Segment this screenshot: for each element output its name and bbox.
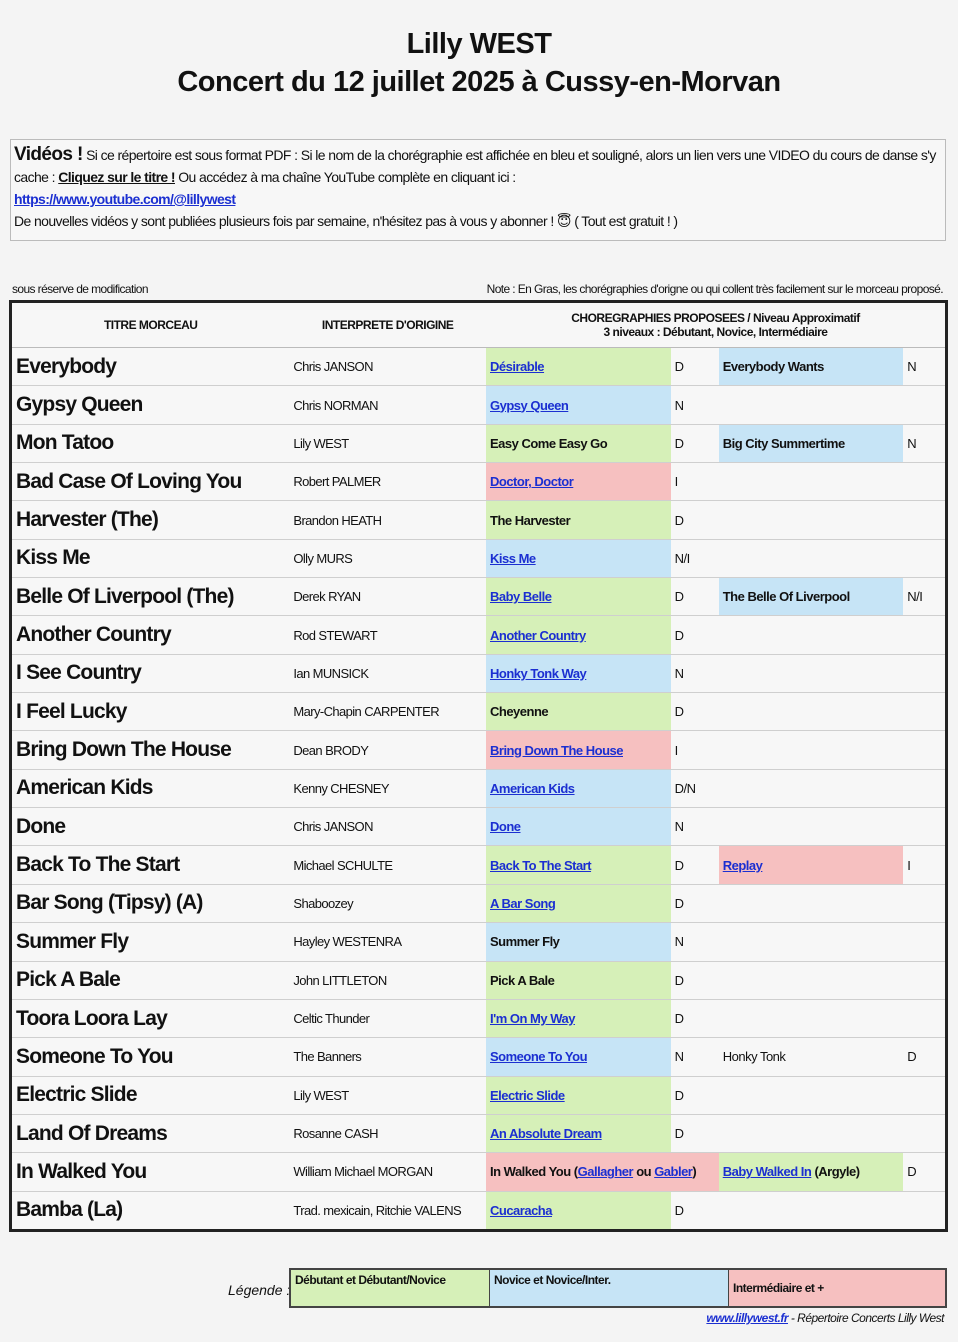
repertoire-table bbox=[9, 300, 948, 1232]
choreo-2 bbox=[719, 769, 904, 807]
table-row bbox=[11, 539, 947, 577]
choreo-1 bbox=[486, 1114, 671, 1152]
original-artist: The Banners bbox=[289, 1038, 486, 1076]
table-row bbox=[11, 731, 947, 769]
level-2 bbox=[903, 501, 946, 539]
table-row bbox=[11, 348, 947, 386]
videos-info-box bbox=[10, 139, 946, 241]
choreo-2 bbox=[719, 424, 904, 462]
choreo-video-link[interactable]: Gypsy Queen bbox=[490, 397, 569, 413]
table-row bbox=[11, 961, 947, 999]
original-artist: Trad. mexicain, Ritchie VALENS bbox=[289, 1191, 486, 1230]
table-row bbox=[11, 999, 947, 1037]
table-row bbox=[11, 1038, 947, 1076]
choreo-video-link[interactable]: Doctor, Doctor bbox=[490, 474, 574, 490]
choreo-1 bbox=[486, 693, 671, 731]
original-artist: Olly MURS bbox=[289, 539, 486, 577]
table-row bbox=[11, 654, 947, 692]
original-artist: Celtic Thunder bbox=[289, 999, 486, 1037]
choreo-video-link[interactable]: Back To The Start bbox=[490, 857, 592, 873]
choreo-2 bbox=[719, 923, 904, 961]
original-artist: Lily WEST bbox=[289, 1076, 486, 1114]
choreo-2 bbox=[719, 808, 904, 846]
choreo-2 bbox=[719, 578, 904, 616]
level-2 bbox=[903, 654, 946, 692]
choreo-2 bbox=[719, 846, 904, 884]
song-title: Summer Fly bbox=[11, 923, 290, 961]
level-2 bbox=[903, 1076, 946, 1114]
choreo-2 bbox=[719, 501, 904, 539]
choreo-1 bbox=[486, 348, 671, 386]
table-row bbox=[11, 386, 947, 424]
choreo-name: Cheyenne bbox=[490, 704, 549, 720]
choreo-1 bbox=[486, 846, 671, 884]
choreo-2 bbox=[719, 539, 904, 577]
level-2 bbox=[903, 386, 946, 424]
choreo-2 bbox=[719, 386, 904, 424]
choreo-2 bbox=[719, 1076, 904, 1114]
footer bbox=[706, 1311, 944, 1325]
table-body bbox=[11, 348, 947, 1231]
footer-text: - Répertoire Concerts Lilly West bbox=[790, 1311, 944, 1325]
level-2 bbox=[903, 961, 946, 999]
choreo-video-link[interactable]: Gabler bbox=[654, 1164, 693, 1180]
choreo-2 bbox=[719, 616, 904, 654]
choreo-2 bbox=[719, 654, 904, 692]
song-title: Kiss Me bbox=[11, 539, 290, 577]
choreo-1 bbox=[486, 923, 671, 961]
original-artist: William Michael MORGAN bbox=[289, 1153, 486, 1191]
level-2 bbox=[903, 539, 946, 577]
choreo-video-link[interactable]: Done bbox=[490, 819, 521, 835]
choreo-1 bbox=[486, 999, 671, 1037]
choreo-video-link[interactable]: Baby Walked In bbox=[722, 1164, 812, 1180]
level-1: D bbox=[671, 1191, 719, 1230]
level-2 bbox=[903, 808, 946, 846]
song-title: Bring Down The House bbox=[11, 731, 290, 769]
table-row bbox=[11, 693, 947, 731]
level-1: D bbox=[671, 616, 719, 654]
original-artist: John LITTLETON bbox=[289, 961, 486, 999]
song-title: In Walked You bbox=[11, 1153, 290, 1191]
choreo-1 bbox=[486, 884, 671, 922]
choreo-text: In Walked You ( bbox=[490, 1164, 578, 1180]
header-choreo-line1: CHOREGRAPHIES PROPOSEES / Niveau Approximatif bbox=[571, 311, 860, 325]
original-artist: Ian MUNSICK bbox=[289, 654, 486, 692]
choreo-1 bbox=[486, 424, 671, 462]
original-artist: Rod STEWART bbox=[289, 616, 486, 654]
table-row bbox=[11, 1191, 947, 1230]
original-artist: Hayley WESTENRA bbox=[289, 923, 486, 961]
header-choreo-line2: 3 niveaux : Débutant, Novice, Intermédiaire bbox=[603, 325, 828, 339]
choreo-video-link[interactable]: Désirable bbox=[490, 359, 545, 375]
original-artist: Chris JANSON bbox=[289, 808, 486, 846]
original-artist: Robert PALMER bbox=[289, 463, 486, 501]
song-title: Gypsy Queen bbox=[11, 386, 290, 424]
choreo-1 bbox=[486, 1038, 671, 1076]
level-2 bbox=[903, 1191, 946, 1230]
level-2: D bbox=[903, 1038, 946, 1076]
choreo-1 bbox=[486, 578, 671, 616]
choreo-video-link[interactable]: Bring Down The House bbox=[490, 742, 623, 758]
table-row bbox=[11, 846, 947, 884]
legend-label: Légende : bbox=[228, 1282, 291, 1298]
song-title: Bad Case Of Loving You bbox=[11, 463, 290, 501]
song-title: Electric Slide bbox=[11, 1076, 290, 1114]
choreo-2 bbox=[719, 1114, 904, 1152]
table-row bbox=[11, 578, 947, 616]
videos-heading: Vidéos ! bbox=[14, 144, 83, 165]
choreo-video-link[interactable]: Cucaracha bbox=[490, 1202, 552, 1218]
original-artist: Chris NORMAN bbox=[289, 386, 486, 424]
song-title: American Kids bbox=[11, 769, 290, 807]
click-title-hint: Cliquez sur le titre ! bbox=[58, 169, 175, 185]
song-title: Another Country bbox=[11, 616, 290, 654]
original-artist: Dean BRODY bbox=[289, 731, 486, 769]
page-title: Lilly WEST bbox=[406, 28, 552, 60]
level-1: I bbox=[671, 463, 719, 501]
choreo-2 bbox=[719, 1153, 904, 1191]
choreo-1 bbox=[486, 1191, 671, 1230]
header-song: TITRE MORCEAU bbox=[11, 302, 290, 348]
legend-beginner: Débutant et Débutant/Novice bbox=[290, 1269, 490, 1307]
choreo-1 bbox=[486, 1153, 719, 1191]
original-artist: Chris JANSON bbox=[289, 348, 486, 386]
legend-novice: Novice et Novice/Inter. bbox=[490, 1269, 729, 1307]
song-title: Belle Of Liverpool (The) bbox=[11, 578, 290, 616]
original-artist: Kenny CHESNEY bbox=[289, 769, 486, 807]
level-2: I bbox=[903, 846, 946, 884]
level-1: N bbox=[671, 923, 719, 961]
videos-text-3: De nouvelles vidéos y sont publiées plusieurs fois par semaine, n'hésitez pas à vous y abonner ! 😇 ( Tout est gratuit ! ) bbox=[14, 213, 678, 229]
choreo-name: The Belle Of Liverpool bbox=[722, 589, 850, 605]
choreo-name: Easy Come Easy Go bbox=[490, 435, 608, 451]
legend-intermediate: Intermédiaire et + bbox=[729, 1269, 947, 1307]
level-1: D bbox=[671, 1114, 719, 1152]
level-1: N bbox=[671, 808, 719, 846]
choreo-video-link[interactable]: Baby Belle bbox=[490, 589, 552, 605]
table-row bbox=[11, 501, 947, 539]
song-title: Harvester (The) bbox=[11, 501, 290, 539]
choreo-name: Honky Tonk bbox=[722, 1049, 786, 1065]
table-row bbox=[11, 1153, 947, 1191]
choreo-text: (Argyle) bbox=[811, 1164, 860, 1180]
choreo-video-link[interactable]: An Absolute Dream bbox=[490, 1126, 602, 1142]
level-2: N/I bbox=[903, 578, 946, 616]
choreo-2 bbox=[719, 348, 904, 386]
original-artist: Michael SCHULTE bbox=[289, 846, 486, 884]
choreo-2 bbox=[719, 999, 904, 1037]
song-title: Everybody bbox=[11, 348, 290, 386]
table-row bbox=[11, 463, 947, 501]
choreo-video-link[interactable]: Kiss Me bbox=[490, 550, 536, 566]
original-artist: Brandon HEATH bbox=[289, 501, 486, 539]
choreo-video-link[interactable]: Another Country bbox=[490, 627, 586, 643]
original-artist: Lily WEST bbox=[289, 424, 486, 462]
choreo-1 bbox=[486, 616, 671, 654]
choreo-1 bbox=[486, 808, 671, 846]
choreo-video-link[interactable]: I'm On My Way bbox=[490, 1011, 575, 1027]
reserve-note: sous réserve de modification bbox=[12, 282, 148, 296]
choreo-2 bbox=[719, 884, 904, 922]
choreo-1 bbox=[486, 769, 671, 807]
level-2: N bbox=[903, 424, 946, 462]
youtube-link[interactable]: https://www.youtube.com/@lillywest bbox=[14, 191, 236, 207]
level-1: D bbox=[671, 999, 719, 1037]
choreo-video-link[interactable]: Gallagher bbox=[577, 1164, 634, 1180]
level-1: D bbox=[671, 424, 719, 462]
choreo-video-link[interactable]: Honky Tonk Way bbox=[490, 665, 587, 681]
header-artist: INTERPRETE D'ORIGINE bbox=[289, 302, 486, 348]
song-title: I Feel Lucky bbox=[11, 693, 290, 731]
choreo-video-link[interactable]: Someone To You bbox=[490, 1049, 588, 1065]
choreo-video-link[interactable]: Electric Slide bbox=[490, 1087, 565, 1103]
choreo-2 bbox=[719, 961, 904, 999]
page-subtitle: Concert du 12 juillet 2025 à Cussy-en-Morvan bbox=[177, 66, 781, 98]
videos-text-1: Si ce répertoire est sous format PDF : Si le nom de la chorégraphie est affichée en bleu et souligné, alors un lien vers une VIDEO du cours de danse s'y cache : bbox=[14, 147, 936, 185]
bold-note: Note : En Gras, les chorégraphies d'origne ou qui collent très facilement sur le morceau proposé. bbox=[486, 282, 943, 296]
choreo-2 bbox=[719, 463, 904, 501]
original-artist: Rosanne CASH bbox=[289, 1114, 486, 1152]
song-title: Toora Loora Lay bbox=[11, 999, 290, 1037]
choreo-name: Pick A Bale bbox=[490, 972, 555, 988]
choreo-2 bbox=[719, 1191, 904, 1230]
song-title: Back To The Start bbox=[11, 846, 290, 884]
level-1: N bbox=[671, 386, 719, 424]
table-row bbox=[11, 923, 947, 961]
level-2 bbox=[903, 463, 946, 501]
level-1: N bbox=[671, 1038, 719, 1076]
choreo-text: ) bbox=[692, 1164, 697, 1180]
level-2 bbox=[903, 693, 946, 731]
level-2 bbox=[903, 731, 946, 769]
level-2: D bbox=[903, 1153, 946, 1191]
choreo-video-link[interactable]: A Bar Song bbox=[490, 895, 556, 911]
header-choreo bbox=[486, 302, 947, 348]
song-title: I See Country bbox=[11, 654, 290, 692]
table-row bbox=[11, 424, 947, 462]
choreo-name: Summer Fly bbox=[490, 934, 560, 950]
level-1: D bbox=[671, 501, 719, 539]
original-artist: Shaboozey bbox=[289, 884, 486, 922]
videos-text-2: Ou accédez à ma chaîne YouTube complète en cliquant ici : bbox=[178, 169, 516, 185]
level-1: D bbox=[671, 884, 719, 922]
choreo-name: The Harvester bbox=[490, 512, 571, 528]
choreo-1 bbox=[486, 463, 671, 501]
level-2 bbox=[903, 923, 946, 961]
choreo-1 bbox=[486, 501, 671, 539]
table-row bbox=[11, 808, 947, 846]
level-1: D bbox=[671, 846, 719, 884]
table-row bbox=[11, 616, 947, 654]
choreo-1 bbox=[486, 1076, 671, 1114]
level-1: N/I bbox=[671, 539, 719, 577]
legend-table bbox=[289, 1268, 947, 1308]
song-title: Someone To You bbox=[11, 1038, 290, 1076]
choreo-1 bbox=[486, 539, 671, 577]
song-title: Land Of Dreams bbox=[11, 1114, 290, 1152]
original-artist: Mary-Chapin CARPENTER bbox=[289, 693, 486, 731]
choreo-1 bbox=[486, 386, 671, 424]
level-2 bbox=[903, 1114, 946, 1152]
table-row bbox=[11, 1076, 947, 1114]
level-1: D bbox=[671, 348, 719, 386]
level-1: D/N bbox=[671, 769, 719, 807]
choreo-name: Big City Summertime bbox=[722, 435, 845, 451]
song-title: Bar Song (Tipsy) (A) bbox=[11, 884, 290, 922]
song-title: Pick A Bale bbox=[11, 961, 290, 999]
choreo-video-link[interactable]: American Kids bbox=[490, 780, 575, 796]
song-title: Done bbox=[11, 808, 290, 846]
level-1: D bbox=[671, 1076, 719, 1114]
choreo-name: Everybody Wants bbox=[722, 359, 824, 375]
level-2 bbox=[903, 884, 946, 922]
level-1: D bbox=[671, 578, 719, 616]
choreo-2 bbox=[719, 693, 904, 731]
choreo-1 bbox=[486, 654, 671, 692]
level-1: N bbox=[671, 654, 719, 692]
level-2 bbox=[903, 999, 946, 1037]
choreo-text: ou bbox=[633, 1164, 655, 1180]
choreo-2 bbox=[719, 1038, 904, 1076]
footer-site-link[interactable]: www.lillywest.fr bbox=[706, 1311, 788, 1325]
original-artist: Derek RYAN bbox=[289, 578, 486, 616]
level-1: D bbox=[671, 693, 719, 731]
song-title: Bamba (La) bbox=[11, 1191, 290, 1230]
table-row bbox=[11, 1114, 947, 1152]
choreo-2 bbox=[719, 731, 904, 769]
level-2 bbox=[903, 769, 946, 807]
choreo-video-link[interactable]: Replay bbox=[722, 857, 763, 873]
level-1: I bbox=[671, 731, 719, 769]
table-row bbox=[11, 769, 947, 807]
song-title: Mon Tatoo bbox=[11, 424, 290, 462]
choreo-1 bbox=[486, 731, 671, 769]
level-2 bbox=[903, 616, 946, 654]
choreo-1 bbox=[486, 961, 671, 999]
table-row bbox=[11, 884, 947, 922]
level-2: N bbox=[903, 348, 946, 386]
level-1: D bbox=[671, 961, 719, 999]
